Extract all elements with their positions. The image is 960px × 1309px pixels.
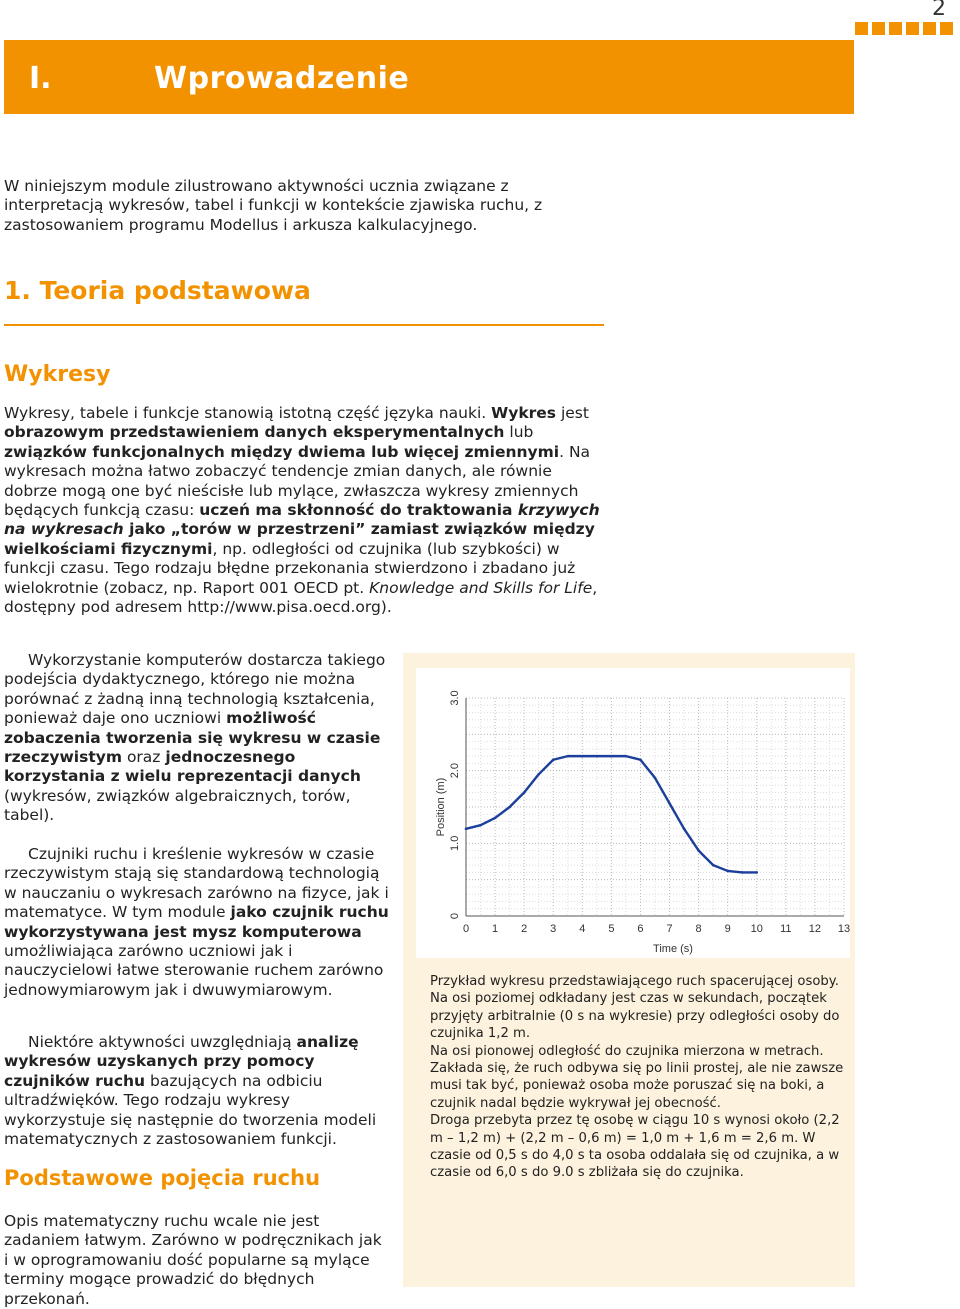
data-point [508, 806, 511, 809]
paragraph-sensors [4, 845, 389, 1000]
x-tick-label: 7 [666, 923, 673, 935]
page-number: 2 [932, 0, 946, 21]
x-axis-title: Time (s) [653, 943, 693, 955]
chapter-banner [4, 40, 854, 114]
text-run: Wykorzystanie komputerów dostarcza takiego podejścia dydaktycznego, którego nie można porównać z żadną inną technologią kształcenia, ponieważ daje ono uczniowi [4, 651, 386, 728]
x-tick-label: 5 [608, 923, 615, 935]
section-title: 1. Teoria podstawowa [4, 276, 311, 305]
bold-run: Wykres [491, 404, 557, 422]
caption-line: Na osi poziomej odkładany jest czas w sekundach, początek przyjęty arbitralnie (0 s na wykresie) przy odległości osoby do czujnika 1,2 m. [430, 991, 840, 1042]
text-run: lub [504, 423, 534, 442]
data-point [726, 870, 729, 873]
data-point [639, 758, 642, 761]
data-point [755, 871, 758, 874]
intro-paragraph: W niniejszym module zilustrowano aktywności ucznia związane z interpretacją wykresów, tabel i funkcji w kontekście zjawiska ruchu, z zastosowaniem programu Modellus i arkusza kalkulacyjnego. [4, 177, 543, 234]
italic-run: Knowledge and Skills for Life [369, 578, 593, 597]
chart-grid [466, 698, 844, 916]
text-run: Niektóre aktywności uwzględniają [28, 1033, 297, 1051]
data-point [479, 824, 482, 827]
data-point [654, 777, 657, 780]
text-run: oraz [122, 748, 166, 767]
square-icon [855, 22, 868, 35]
text-run: umożliwiająca zarówno uczniowi jak i nauczycielowi łatwe sterowanie ruchem zarówno jednowymiarowym jak i dwuwymiarowym. [4, 942, 384, 999]
data-point [697, 849, 700, 852]
x-tick-label: 3 [550, 923, 557, 935]
data-point [537, 773, 540, 776]
theory-paragraph [4, 404, 604, 617]
chart-svg [416, 668, 850, 958]
y-tick-label: 0 [449, 912, 461, 920]
bold-italic-run: krzywych na wykresach [4, 501, 600, 539]
x-tick-label: 9 [724, 923, 731, 935]
square-icon [889, 22, 902, 35]
x-tick-label: 2 [521, 923, 528, 935]
bold-run: obrazowym przedstawieniem danych eksperymentalnych [4, 423, 505, 442]
bold-run: analizę wykresów uzyskanych przy pomocy czujników ruchu [4, 1033, 359, 1090]
data-point [465, 828, 468, 831]
chart-axes [435, 690, 850, 955]
text-run: jest [556, 404, 589, 422]
data-point [712, 864, 715, 867]
x-tick-label: 4 [579, 923, 586, 935]
chapter-number: I. [29, 61, 52, 96]
x-tick-label: 0 [462, 923, 470, 935]
x-tick-label: 1 [492, 923, 499, 935]
paragraph-motion-description: Opis matematyczny ruchu wcale nie jest zadaniem łatwym. Zarówno w podręcznikach jak i w oprogramowaniu dość popularne są mylące terminy mogące prowadzić do błędnych przekonań. [4, 1212, 382, 1308]
caption-line: Przykład wykresu przedstawiającego ruch spacerującej osoby. [430, 974, 839, 989]
x-tick-label: 12 [808, 923, 822, 935]
chapter-title: Wprowadzenie [154, 61, 410, 96]
square-icon [906, 22, 919, 35]
bold-run: jako czujnik ruchu wykorzystywana jest mysz komputerowa [4, 903, 389, 941]
x-tick-label: 10 [750, 923, 763, 935]
subsection-title-pojecia: Podstawowe pojęcia ruchu [4, 1166, 321, 1190]
data-point [610, 755, 613, 758]
data-point [523, 791, 526, 794]
square-icon [923, 22, 936, 35]
section-divider [4, 324, 604, 326]
figure-caption [430, 973, 846, 1182]
caption-line: Droga przebyta przez tę osobę w ciągu 10 s wynosi około (2,2 m – 1,2 m) + (2,2 m – 0,6 m) = 1,0 m + 1,6 m = 2,6 m. W czasie od 0,5 s do 4,0 s ta osoba oddalała się od czujnika, a w czasie od 6,0 s do 9.0 s zbliżała się do czujnika. [430, 1113, 840, 1181]
text-run: . Na wykresach można łatwo zobaczyć tendencje zmian danych, ale równie dobrze mogą one być nieścisłe lub mylące, zwłaszcza wykresy zmiennych będących funkcją czasu: [4, 442, 591, 520]
data-point [581, 755, 584, 758]
data-point [552, 758, 555, 761]
y-tick-label: 3.0 [449, 690, 461, 706]
subsection-title-wykresy: Wykresy [4, 362, 111, 387]
position-time-chart [416, 668, 850, 958]
paragraph-computers [4, 651, 389, 826]
decorative-squares [855, 22, 953, 35]
x-tick-label: 8 [695, 923, 702, 935]
x-tick-label: 11 [780, 923, 792, 935]
y-tick-label: 1.0 [449, 835, 461, 851]
bold-run: związków funkcjonalnych między dwiema lub więcej zmiennymi [4, 442, 560, 461]
x-tick-label: 6 [637, 923, 644, 935]
paragraph-activities [4, 1033, 389, 1149]
text-run: bazujących na odbiciu ultradźwięków. Tego rodzaju wykresy wykorzystuje się następnie do tworzenia modeli matematycznych z zastosowaniem funkcji. [4, 1071, 377, 1149]
data-point [566, 755, 569, 758]
data-point [683, 828, 686, 831]
data-point [668, 802, 671, 805]
y-tick-label: 2.0 [449, 763, 461, 779]
text-run: Czujniki ruchu i kreślenie wykresów w czasie rzeczywistym stają się standardową technologią w nauczaniu o wykresach zarówno na fizyce, jak i matematyce. W tym module [4, 845, 389, 922]
bold-run: możliwość zobaczenia tworzenia się wykresu w czasie rzeczywistym [4, 709, 381, 767]
text-run: (wykresów, związków algebraicznych, torów, tabel). [4, 786, 351, 825]
x-tick-label: 13 [837, 923, 850, 935]
text-run: , np. odległości od czujnika (lub szybkości) w funkcji czasu. Tego rodzaju błędne przekonania stwierdzono i zbadano już wielokrotnie (zobacz, np. Raport 001 OECD pt. [4, 539, 576, 597]
data-point [494, 817, 497, 820]
text-run: , dostępny pod adresem http://www.pisa.oecd.org). [4, 578, 598, 617]
data-point [596, 755, 599, 758]
data-point [625, 755, 628, 758]
y-axis-title: Position (m) [435, 777, 447, 837]
bold-run: uczeń ma skłonność do traktowania [199, 501, 518, 520]
bold-run: jednoczesnego korzystania z wielu reprezentacji danych [4, 748, 361, 786]
square-icon [940, 22, 953, 35]
caption-line: Na osi pionowej odległość do czujnika mierzona w metrach. Zakłada się, że ruch odbywa się po linii prostej, ale nie zawsze musi tak być, ponieważ osoba może poruszać się na boki, a czujnik nadal będzie wykrywał jej obecność. [430, 1043, 844, 1111]
square-icon [872, 22, 885, 35]
bold-run: jako „torów w przestrzeni” zamiast związków między wielkościami fizycznymi [4, 520, 595, 558]
text-run: Wykresy, tabele i funkcje stanowią istotną część języka nauki. [4, 404, 492, 422]
data-point [741, 871, 744, 874]
